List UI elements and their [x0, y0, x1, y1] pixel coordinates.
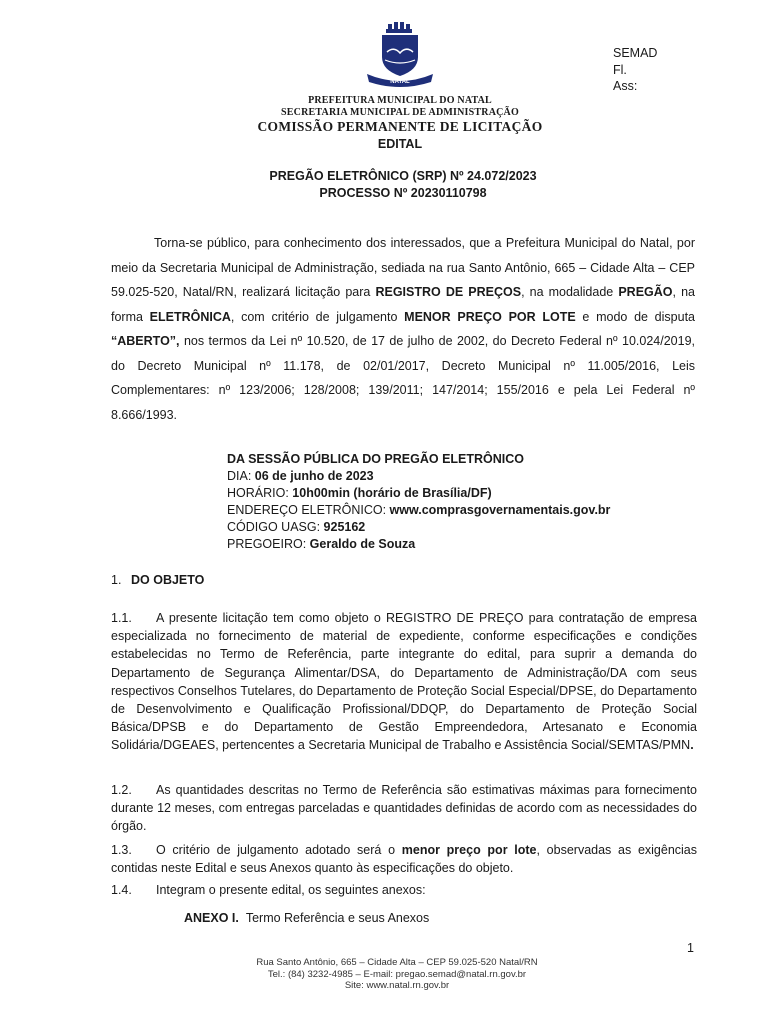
clause-1-1: 1.1. A presente licitação tem como objeto o REGISTRO DE PREÇO para contratação de empresa especializada no fornecimento de material de expediente, conforme especificações e condições estabelecidas no Termo de Referência, parte integrante do edital, para suprir a demanda do Departamento de Segurança Alimentar/DSA, do Departamento de Administração/DA com seus respectivos Conselhos Tutelares, do Departamento de Proteção Social Especial/DPSE, do Departamento de Desenvolvimento e Qualificação Profissional/DDQP, do Departamento de Proteção Social Básica/DPSB e do Departamento de Gestão Empreendedora, Artesanato e Economia Solidária/DGEAES, pertencentes a Secretaria Municipal de Trabalho e Assistência Social/SEMTAS/PMN.: [111, 611, 697, 753]
footer-contact: [0, 957, 770, 992]
anexo-i: ANEXO I. Termo Referência e seus Anexos: [184, 911, 430, 925]
footer-address: Rua Santo Antônio, 665 – Cidade Alta – CEP 59.025-520 Natal/RN: [256, 957, 538, 968]
edital-title: EDITAL: [377, 137, 423, 151]
session-time: HORÁRIO: 10h00min (horário de Brasília/DF): [227, 486, 492, 500]
page-number: 1: [687, 941, 694, 955]
footer-phone-email: Tel.: (84) 3232-4985 – E-mail: pregao.semad@natal.rn.gov.br: [267, 968, 527, 980]
session-title: DA SESSÃO PÚBLICA DO PREGÃO ELETRÔNICO: [227, 452, 525, 466]
footer-site: Site: www.natal.rn.gov.br: [344, 980, 450, 991]
prefeitura-heading: PREFEITURA MUNICIPAL DO NATAL: [308, 95, 492, 106]
section-1-title: 1. DO OBJETO: [111, 573, 205, 587]
natal-crest-logo: [361, 22, 439, 90]
session-pregoeiro: PREGOEIRO: Geraldo de Souza: [227, 537, 416, 551]
stamp-fl: Fl.: [613, 62, 627, 77]
clause-1-3: 1.3. O critério de julgamento adotado será o menor preço por lote, observadas as exigências contidas neste Edital e seus Anexos quanto às especificações do objeto.: [111, 843, 698, 876]
stamp-ass: Ass:: [613, 79, 638, 93]
clause-1-4: 1.4. Integram o presente edital, os seguintes anexos:: [111, 883, 426, 897]
session-address: ENDEREÇO ELETRÔNICO: www.comprasgovernamentais.gov.br: [227, 503, 611, 517]
session-info: [227, 451, 610, 553]
processo-number: PROCESSO Nº 20230110798: [319, 186, 487, 200]
session-date: DIA: 06 de junho de 2023: [227, 469, 374, 483]
intro-paragraph: Torna-se público, para conhecimento dos interessados, que a Prefeitura Municipal do Natal, por meio da Secretaria Municipal de Administração, sediada na rua Santo Antônio, 665 – Cidade Alta – CEP 59.025-520, Natal/RN, realizará licitação para REGISTRO DE PREÇOS, na modalidade PREGÃO, na forma ELETRÔNICA, com critério de julgamento MENOR PREÇO POR LOTE e modo de disputa “ABERTO”, nos termos da Lei nº 10.520, de 17 de julho de 2002, do Decreto Federal nº 10.024/2019, do Decreto Municipal nº 11.178, de 02/01/2017, Decreto Municipal nº 11.005/2016, Leis Complementares: nº 123/2006; 128/2008; 139/2011; 147/2014; 155/2016 e pela Lei Federal nº 8.666/1993.: [111, 236, 695, 422]
pregao-number: PREGÃO ELETRÔNICO (SRP) Nº 24.072/2023: [269, 169, 537, 183]
svg-text:NATAL: NATAL: [390, 79, 410, 85]
comissao-heading: COMISSÃO PERMANENTE DE LICITAÇÃO: [257, 119, 543, 134]
secretaria-heading: SECRETARIA MUNICIPAL DE ADMINISTRAÇÃO: [281, 107, 519, 118]
session-uasg: CÓDIGO UASG: 925162: [227, 520, 366, 534]
clause-1-2: 1.2. As quantidades descritas no Termo de Referência são estimativas máximas para fornecimento durante 12 meses, com entregas parceladas e quantidades definidas de acordo com as necessidades do órgão.: [111, 783, 697, 834]
protocol-stamp: [613, 45, 657, 95]
stamp-semad: SEMAD: [613, 46, 658, 60]
